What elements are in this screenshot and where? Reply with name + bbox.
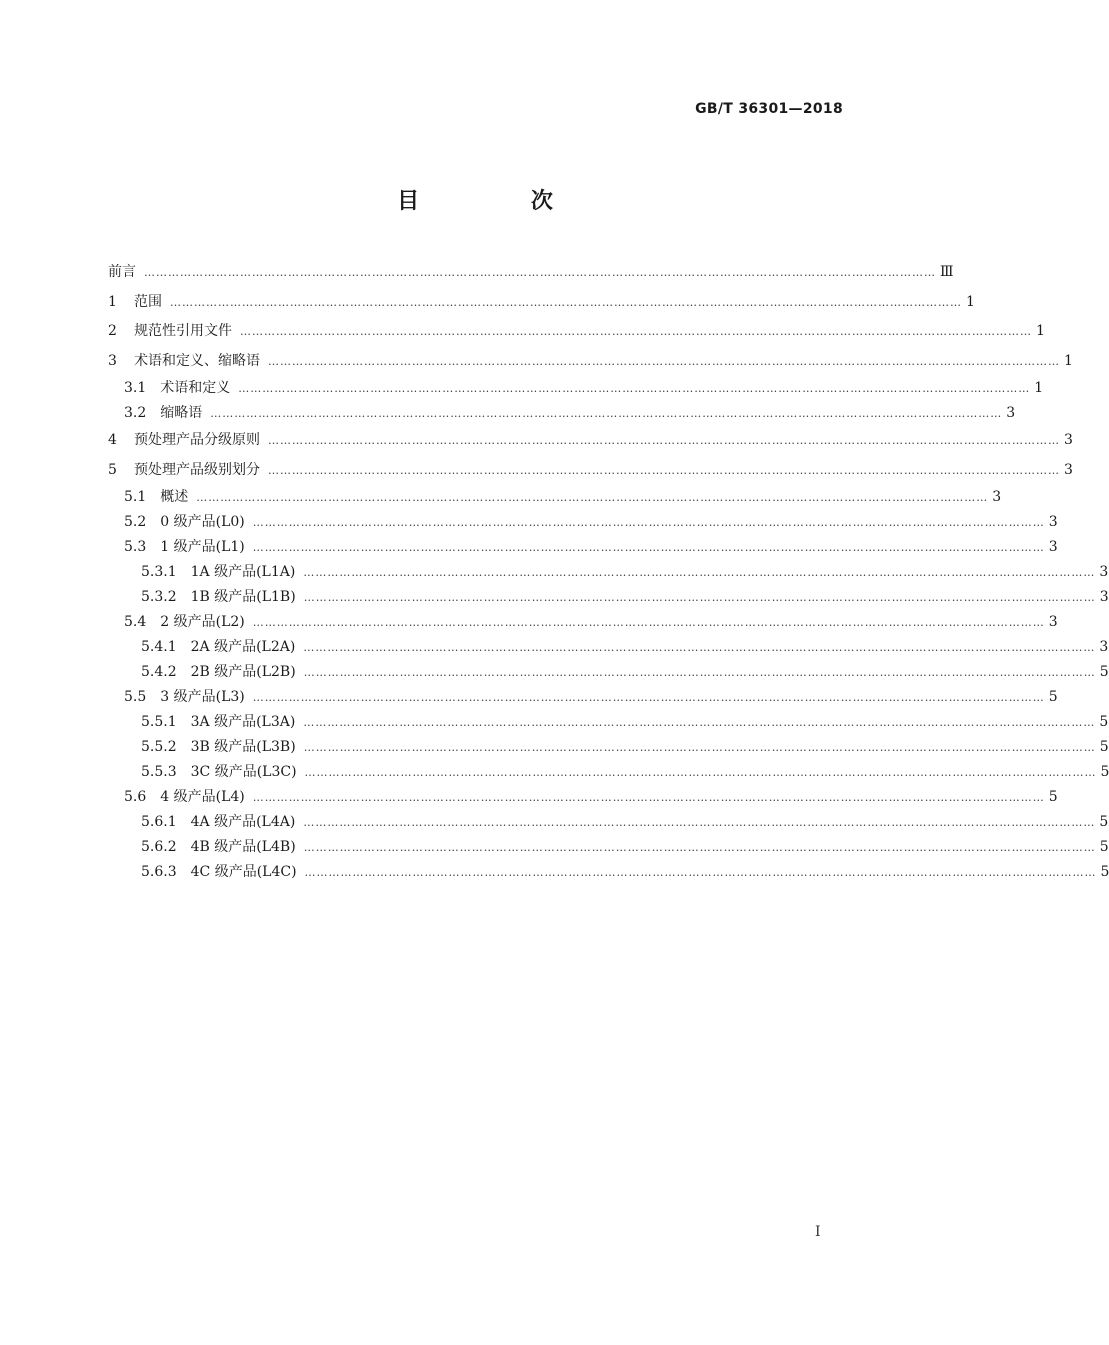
toc-leader-dots: ……………………………………………………………………………………………………………………………………………………………………………… bbox=[303, 641, 1096, 654]
toc-leader-dots: ……………………………………………………………………………………………………………………………………………………………………………… bbox=[210, 407, 1003, 420]
toc-entry-page: 3 bbox=[1048, 614, 1058, 630]
toc-entry-number: 5.2 bbox=[124, 514, 147, 530]
toc-entry-page: 3 bbox=[1064, 432, 1073, 448]
toc-leader-dots: ……………………………………………………………………………………………………………………………………………………………………………… bbox=[268, 354, 1060, 368]
toc-entry[interactable] bbox=[108, 560, 1109, 585]
toc-leader-dots: ……………………………………………………………………………………………………………………………………………………………………………… bbox=[252, 691, 1045, 704]
toc-entry-number: 5.5 bbox=[124, 689, 147, 705]
toc-entry-number: 5.3.1 bbox=[141, 564, 177, 580]
toc-entry-label: 预处理产品级别划分 bbox=[134, 461, 260, 478]
toc-entry-page: 3 bbox=[1048, 539, 1058, 555]
toc-entry-label: 术语和定义 bbox=[160, 380, 231, 396]
toc-entry-number: 1 bbox=[108, 293, 117, 310]
toc-entry-label: 3 级产品(L3) bbox=[160, 689, 245, 705]
toc-entry-label: 规范性引用文件 bbox=[134, 323, 232, 339]
toc-entry-page: 5 bbox=[1048, 789, 1058, 805]
toc-entry-number: 5 bbox=[108, 461, 117, 478]
toc-entry-page: 1 bbox=[1034, 380, 1044, 396]
toc-entry-page: 5 bbox=[1099, 839, 1109, 855]
toc-entry-number: 5.4 bbox=[124, 614, 147, 630]
toc-entry-page: 3 bbox=[1099, 639, 1109, 655]
toc-entry-number: 5.3 bbox=[124, 539, 147, 555]
toc-entry-number: 5.4.2 bbox=[141, 664, 177, 680]
toc-entry[interactable] bbox=[108, 485, 1002, 510]
toc-entry-number: 5.5.1 bbox=[141, 714, 177, 730]
toc-entry[interactable] bbox=[108, 860, 1109, 885]
toc-entry-label: 3A 级产品(L3A) bbox=[190, 714, 296, 730]
toc-entry-number: 3.2 bbox=[124, 405, 147, 421]
toc-leader-dots: ……………………………………………………………………………………………………………………………………………………………………………… bbox=[252, 616, 1045, 629]
toc-entry-number: 3.1 bbox=[124, 380, 147, 396]
toc-entry-number: 2 bbox=[108, 323, 117, 339]
toc-leader-dots: ……………………………………………………………………………………………………………………………………………………………………………… bbox=[303, 666, 1096, 679]
toc-entry[interactable] bbox=[108, 376, 1044, 401]
toc-entry-number: 5.4.1 bbox=[141, 639, 177, 655]
page-title: 目 次 bbox=[397, 189, 605, 214]
toc-leader-dots: ……………………………………………………………………………………………………………………………………………………………………………… bbox=[240, 325, 1032, 338]
toc-entry-label: 4C 级产品(L4C) bbox=[190, 864, 297, 880]
toc-entry[interactable] bbox=[108, 317, 1045, 347]
toc-entry[interactable] bbox=[108, 810, 1109, 835]
toc-entry[interactable] bbox=[108, 426, 1073, 456]
toc-entry-label: 概述 bbox=[160, 489, 189, 505]
toc-leader-dots: ……………………………………………………………………………………………………………………………………………………………………………… bbox=[304, 866, 1097, 879]
toc-entry-page: 5 bbox=[1099, 739, 1109, 755]
toc-entry-number: 3 bbox=[108, 352, 117, 369]
toc-entry-page: 1 bbox=[966, 293, 975, 310]
toc-entry[interactable] bbox=[108, 456, 1073, 486]
toc-entry-label: 术语和定义、缩略语 bbox=[134, 352, 260, 369]
toc-entry-page: 3 bbox=[1006, 405, 1016, 421]
toc-entry[interactable] bbox=[108, 288, 975, 318]
toc-leader-dots: ……………………………………………………………………………………………………………………………………………………………………………… bbox=[303, 566, 1096, 579]
toc-entry-number: 5.6.3 bbox=[141, 864, 177, 880]
toc-entry-label: 1 级产品(L1) bbox=[160, 539, 245, 555]
table-of-contents bbox=[108, 258, 1109, 885]
toc-entry[interactable] bbox=[108, 258, 954, 288]
toc-leader-dots: ……………………………………………………………………………………………………………………………………………………………………………… bbox=[303, 741, 1096, 754]
toc-entry-label: 1A 级产品(L1A) bbox=[190, 564, 296, 580]
toc-entry-number: 4 bbox=[108, 432, 117, 448]
toc-entry-page: 3 bbox=[1064, 461, 1073, 478]
toc-entry-number: 5.5.3 bbox=[141, 764, 177, 780]
toc-entry-page: 3 bbox=[992, 489, 1002, 505]
toc-entry[interactable] bbox=[108, 660, 1109, 685]
toc-leader-dots: ……………………………………………………………………………………………………………………………………………………………………………… bbox=[303, 591, 1096, 604]
toc-entry[interactable] bbox=[108, 710, 1109, 735]
toc-entry-page: 3 bbox=[1099, 564, 1109, 580]
toc-entry[interactable] bbox=[108, 535, 1058, 560]
toc-entry-page: 5 bbox=[1099, 714, 1109, 730]
toc-entry-page: 5 bbox=[1099, 814, 1109, 830]
toc-entry-label: 缩略语 bbox=[160, 405, 203, 421]
toc-leader-dots: ……………………………………………………………………………………………………………………………………………………………………………… bbox=[170, 295, 962, 309]
toc-entry-page: 1 bbox=[1064, 352, 1073, 369]
toc-leader-dots: ……………………………………………………………………………………………………………………………………………………………………………… bbox=[303, 841, 1096, 854]
toc-leader-dots: ……………………………………………………………………………………………………………………………………………………………………………… bbox=[252, 541, 1045, 554]
toc-leader-dots: ……………………………………………………………………………………………………………………………………………………………………………… bbox=[304, 766, 1097, 779]
toc-entry-number: 5.6.2 bbox=[141, 839, 177, 855]
toc-entry[interactable] bbox=[108, 835, 1109, 860]
toc-entry-number: 5.1 bbox=[124, 489, 147, 505]
toc-entry-label: 范围 bbox=[134, 293, 162, 310]
toc-leader-dots: ……………………………………………………………………………………………………………………………………………………………………………… bbox=[268, 434, 1060, 447]
toc-entry-page: 3 bbox=[1048, 514, 1058, 530]
toc-entry-label: 3B 级产品(L3B) bbox=[190, 739, 296, 755]
toc-leader-dots: ……………………………………………………………………………………………………………………………………………………………………………… bbox=[252, 791, 1045, 804]
toc-entry[interactable] bbox=[108, 785, 1058, 810]
toc-entry-label: 4A 级产品(L4A) bbox=[190, 814, 296, 830]
toc-leader-dots: ……………………………………………………………………………………………………………………………………………………………………………… bbox=[144, 266, 936, 279]
toc-entry-label: 4 级产品(L4) bbox=[160, 789, 245, 805]
toc-entry[interactable] bbox=[108, 401, 1016, 426]
toc-entry[interactable] bbox=[108, 635, 1109, 660]
toc-entry-number: 5.3.2 bbox=[141, 589, 177, 605]
toc-entry-label: 3C 级产品(L3C) bbox=[190, 764, 297, 780]
toc-entry[interactable] bbox=[108, 735, 1109, 760]
toc-entry-page: 5 bbox=[1048, 689, 1058, 705]
page-number: Ⅰ bbox=[815, 1224, 821, 1240]
toc-entry-page: 5 bbox=[1100, 864, 1109, 880]
toc-entry[interactable] bbox=[108, 347, 1073, 377]
toc-entry[interactable] bbox=[108, 585, 1109, 610]
toc-leader-dots: ……………………………………………………………………………………………………………………………………………………………………………… bbox=[238, 382, 1031, 395]
toc-entry-label: 4B 级产品(L4B) bbox=[190, 839, 296, 855]
toc-entry[interactable] bbox=[108, 610, 1058, 635]
toc-entry-number: 5.6 bbox=[124, 789, 147, 805]
toc-leader-dots: ……………………………………………………………………………………………………………………………………………………………………………… bbox=[268, 463, 1060, 477]
toc-entry-page: 3 bbox=[1099, 589, 1109, 605]
toc-leader-dots: ……………………………………………………………………………………………………………………………………………………………………………… bbox=[252, 516, 1045, 529]
toc-entry-label: 前言 bbox=[108, 264, 136, 280]
toc-entry[interactable] bbox=[108, 760, 1109, 785]
toc-entry[interactable] bbox=[108, 685, 1058, 710]
toc-entry-page: Ⅲ bbox=[940, 264, 954, 280]
toc-leader-dots: ……………………………………………………………………………………………………………………………………………………………………………… bbox=[196, 491, 989, 504]
standard-code: GB/T 36301—2018 bbox=[695, 101, 843, 117]
toc-entry-label: 预处理产品分级原则 bbox=[134, 432, 260, 448]
toc-entry-label: 2A 级产品(L2A) bbox=[190, 639, 296, 655]
toc-entry-page: 5 bbox=[1100, 764, 1109, 780]
toc-entry-label: 0 级产品(L0) bbox=[160, 514, 245, 530]
toc-entry-label: 2B 级产品(L2B) bbox=[190, 664, 296, 680]
toc-entry-label: 1B 级产品(L1B) bbox=[190, 589, 296, 605]
toc-entry-number: 5.6.1 bbox=[141, 814, 177, 830]
toc-entry-number: 5.5.2 bbox=[141, 739, 177, 755]
toc-entry-label: 2 级产品(L2) bbox=[160, 614, 245, 630]
toc-entry-page: 5 bbox=[1099, 664, 1109, 680]
toc-entry-page: 1 bbox=[1036, 323, 1045, 339]
toc-entry[interactable] bbox=[108, 510, 1058, 535]
toc-leader-dots: ……………………………………………………………………………………………………………………………………………………………………………… bbox=[303, 716, 1096, 729]
toc-leader-dots: ……………………………………………………………………………………………………………………………………………………………………………… bbox=[303, 816, 1096, 829]
